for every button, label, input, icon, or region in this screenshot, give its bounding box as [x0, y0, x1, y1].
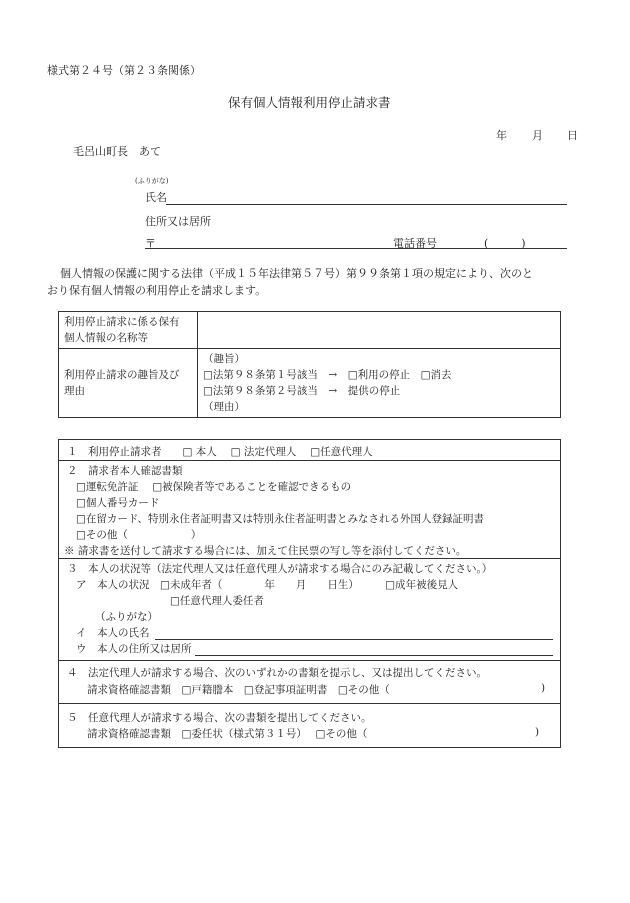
purpose-label-1: 利用停止請求の趣旨及び [64, 369, 180, 381]
divider [59, 460, 560, 461]
principal-name-field[interactable] [155, 639, 553, 640]
info-name-label-1: 利用停止請求に係る保有 [64, 316, 180, 328]
purpose-option-1[interactable]: □法第９８条第１号該当 → □利用の停止 □消去 [203, 369, 452, 381]
furigana-label: (ふりがな) [135, 177, 169, 185]
section3-status[interactable]: ア 本人の状況 □未成年者（ 年 月 日生） □成年被後見人 [76, 579, 459, 591]
section5-docs[interactable]: 請求資格確認書類 □委任状（様式第３１号） □その他（ [87, 728, 368, 740]
section3-name-label: イ 本人の氏名 [76, 627, 150, 639]
info-name-label-cell [59, 312, 198, 349]
date-month: 月 [532, 129, 543, 142]
section5-close: ) [535, 726, 540, 738]
purpose-label-cell [59, 349, 198, 418]
purpose-option-2[interactable]: □法第９８条第２号該当 → 提供の停止 [203, 385, 401, 397]
section3-heading: ３ 本人の状況等（法定代理人又は任意代理人が請求する場合にのみ記載してください。） [67, 563, 493, 575]
section3-status-2[interactable]: □任意代理人委任者 [170, 595, 264, 607]
body-line-1: 個人情報の保護に関する法律（平成１５年法律第５７号）第９９条第１項の規定により、次のと [60, 267, 533, 280]
date-day: 日 [567, 129, 578, 142]
page-title: 保有個人情報利用停止請求書 [228, 95, 391, 110]
section4-close: ) [541, 682, 546, 694]
section4-docs[interactable]: 請求資格確認書類 □戸籍謄本 □登記事項証明書 □その他（ [87, 684, 390, 696]
body-line-2: おり保有個人情報の利用停止を請求します。 [47, 284, 267, 297]
section3-furigana: （ふりがな） [95, 611, 158, 623]
purpose-heading: （趣旨） [203, 353, 245, 365]
phone-paren: ( ) [484, 237, 526, 250]
section2-line3[interactable]: □在留カード、特別永住者証明書又は特別永住者証明書とみなされる外国人登録証明書 [76, 513, 484, 525]
requester-details-box [58, 439, 561, 748]
address-label: 住所又は居所 [145, 215, 211, 228]
section2-line2[interactable]: □個人番号カード [76, 497, 160, 509]
purpose-field[interactable] [198, 349, 561, 418]
info-name-field[interactable] [198, 312, 561, 349]
divider [59, 703, 560, 704]
section5-heading: ５ 任意代理人が請求する場合、次の書類を提出してください。 [67, 712, 372, 724]
addressee: 毛呂山町長 あて [73, 145, 161, 158]
date-year: 年 [496, 129, 507, 142]
principal-address-field[interactable] [195, 655, 553, 656]
section2-note: ※ 請求書を送付して請求する場合には、加えて住民票の写し等を添付してください。 [64, 545, 467, 557]
section2-heading: ２ 請求者本人確認書類 [67, 465, 183, 477]
section3-address-label: ウ 本人の住所又は居所 [76, 643, 192, 655]
info-name-label-2: 個人情報の名称等 [64, 332, 148, 344]
form-number: 様式第２４号（第２３条関係） [47, 64, 201, 77]
section2-line1[interactable]: □運転免許証 □被保険者等であることを確認できるもの [76, 481, 352, 493]
divider [59, 660, 560, 661]
name-field[interactable] [166, 204, 567, 205]
reason-heading: （理由） [203, 401, 245, 413]
phone-label: 電話番号 [393, 237, 437, 250]
section1-text[interactable]: １ 利用停止請求者 □ 本人 □ 法定代理人 □任意代理人 [67, 446, 373, 458]
purpose-label-2: 理由 [64, 385, 85, 397]
address-phone-field[interactable] [145, 248, 567, 249]
name-label: 氏名 [145, 191, 167, 204]
section4-heading: ４ 法定代理人が請求する場合、次のいずれかの書類を提示し、又は提出してください。 [67, 667, 487, 679]
divider [59, 558, 560, 559]
request-table [58, 311, 561, 418]
section2-line4[interactable]: □その他（ ） [76, 529, 202, 541]
postal-mark: 〒 [145, 237, 156, 250]
